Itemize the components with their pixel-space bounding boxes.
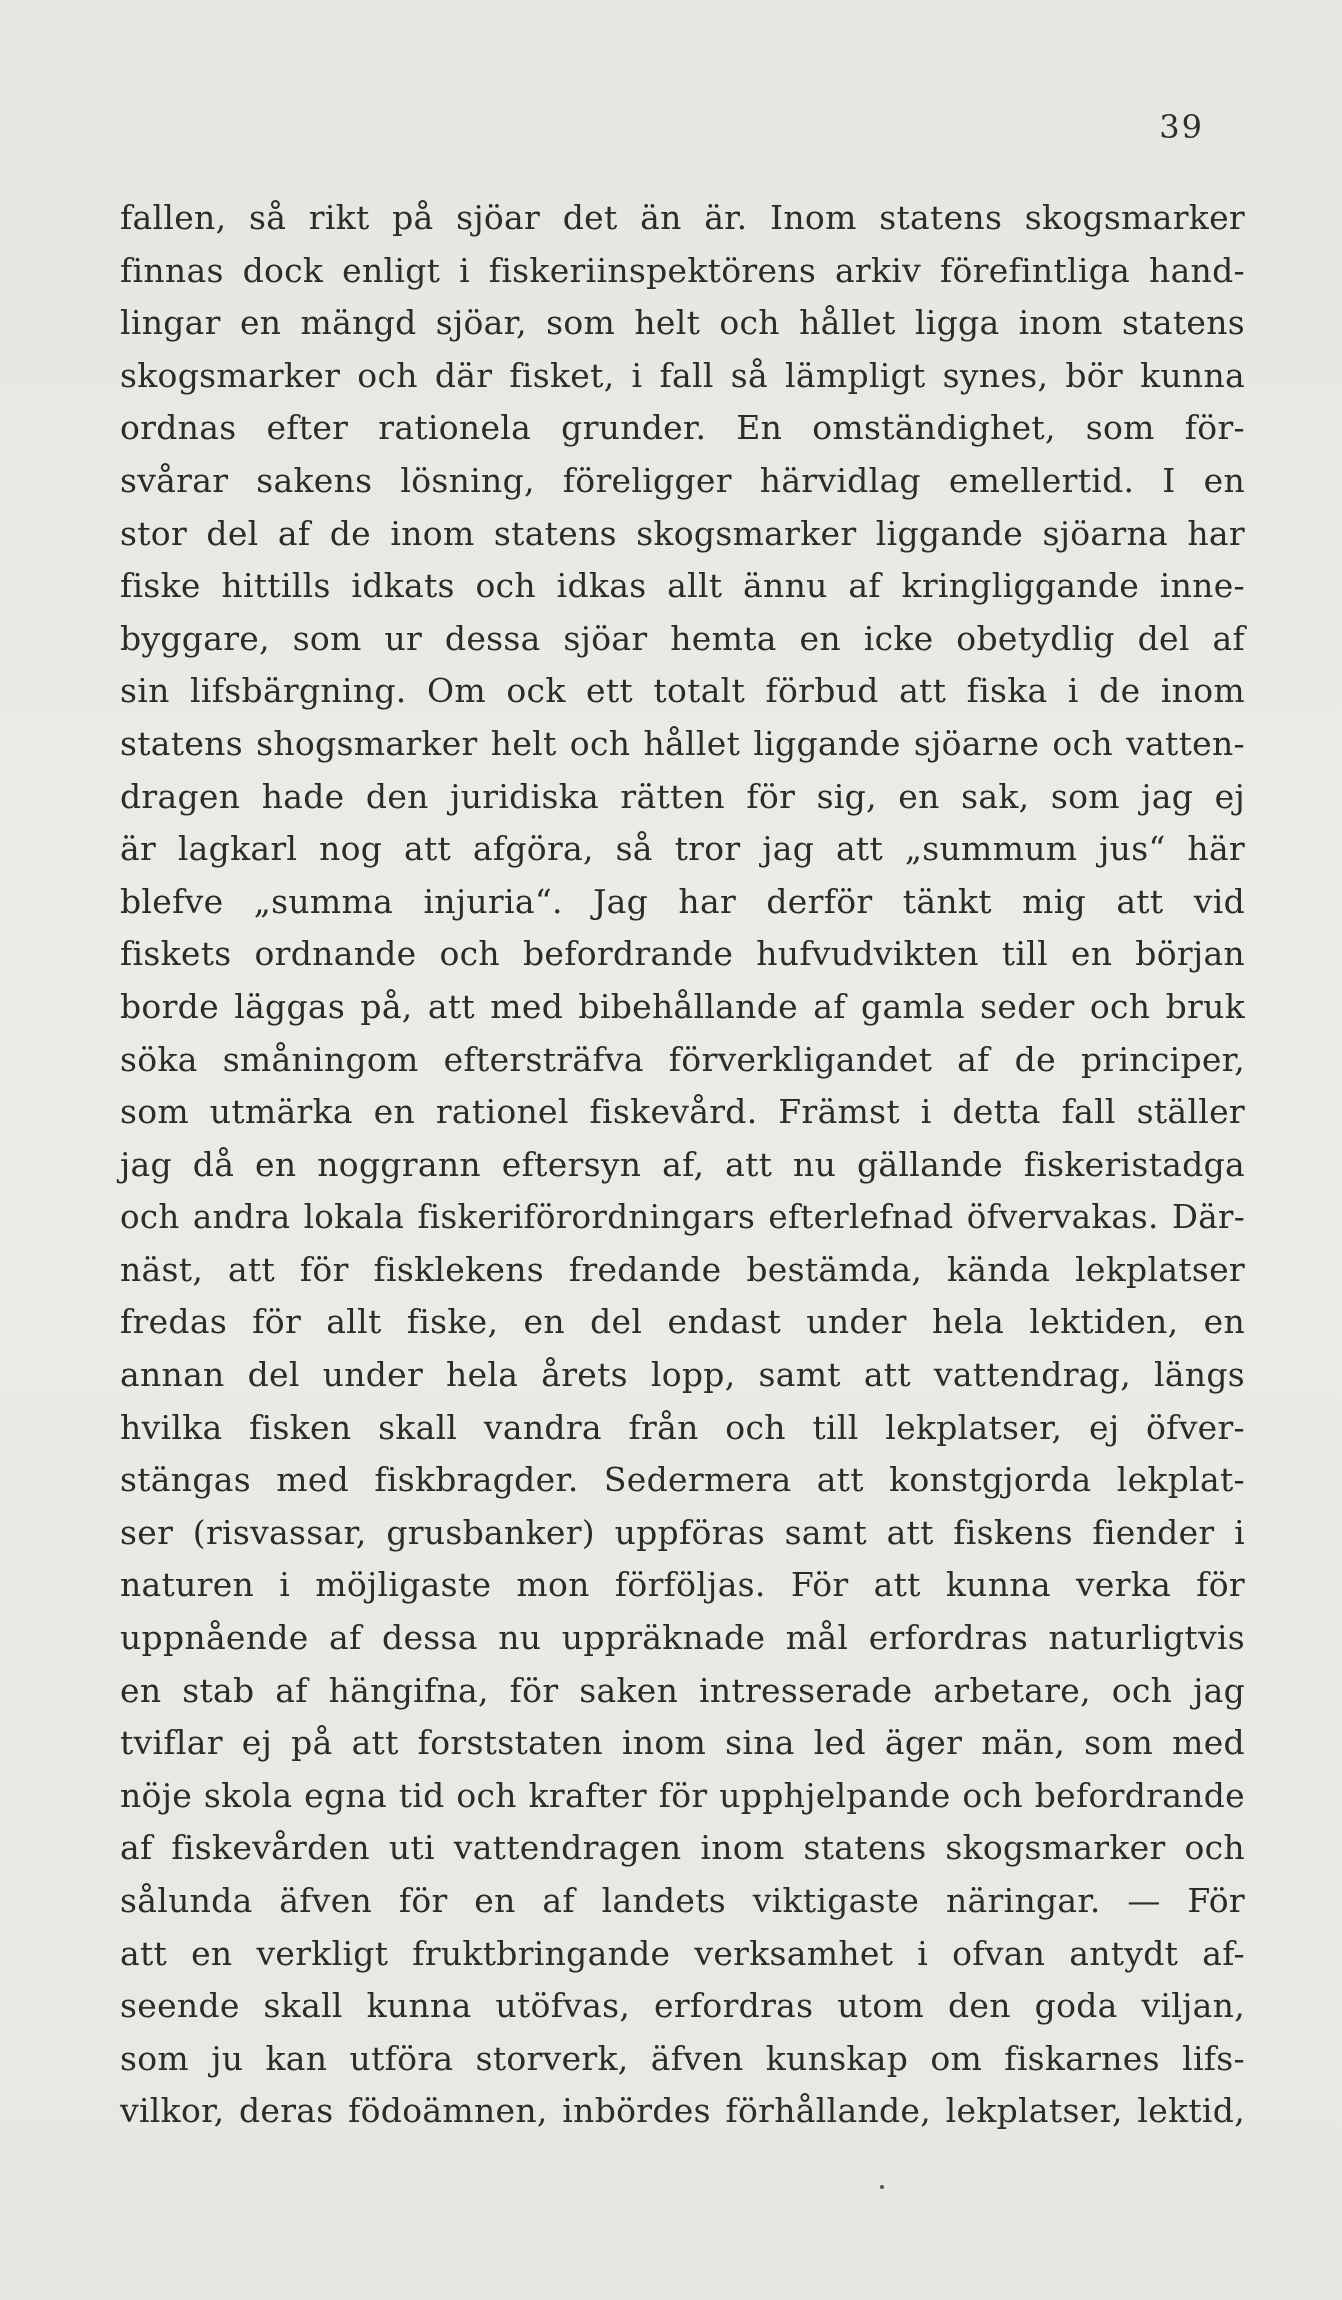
text-line: jag då en noggrann eftersyn af, att nu gällande fiskeristadga (120, 1144, 1245, 1184)
text-line: skogsmarker och där fisket, i fall så lämpligt synes, bör kunna (120, 355, 1245, 395)
text-line: af fiskevården uti vattendragen inom statens skogsmarker och (120, 1828, 1245, 1868)
text-line: byggare, som ur dessa sjöar hemta en icke obetydlig del af (120, 618, 1245, 658)
print-speck (880, 2185, 884, 2189)
text-line: blefve „summa injuria“. Jag har derför tänkt mig att vid (120, 881, 1245, 921)
text-line: fiskets ordnande och befordrande hufvudvikten till en början (120, 934, 1245, 974)
text-line: näst, att för fisklekens fredande bestämda, kända lekplatser (120, 1249, 1245, 1289)
text-line: vilkor, deras födoämnen, inbördes förhållande, lekplatser, lektid, (120, 2091, 1245, 2131)
text-line: ser (risvassar, grusbanker) uppföras samt att fiskens fiender i (120, 1512, 1245, 1552)
text-line: lingar en mängd sjöar, som helt och hållet ligga inom statens (120, 303, 1245, 343)
text-line: naturen i möjligaste mon förföljas. För att kunna verka för (120, 1565, 1245, 1605)
text-line: stor del af de inom statens skogsmarker liggande sjöarna har (120, 513, 1245, 553)
text-line: sin lifsbärgning. Om ock ett totalt förbud att fiska i de inom (120, 671, 1245, 711)
text-line: stängas med fiskbragder. Sedermera att konstgjorda lekplat- (120, 1460, 1245, 1500)
text-line: hvilka fisken skall vandra från och till lekplatser, ej öfver- (120, 1407, 1245, 1447)
text-line: seende skall kunna utöfvas, erfordras utom den goda viljan, (120, 1986, 1245, 2026)
text-line: svårar sakens lösning, föreligger härvidlag emellertid. I en (120, 460, 1245, 500)
text-line: fallen, så rikt på sjöar det än är. Inom statens skogsmarker (120, 198, 1245, 237)
text-line: en stab af hängifna, för saken intresserade arbetare, och jag (120, 1670, 1245, 1710)
text-line: dragen hade den juridiska rätten för sig, en sak, som jag ej (120, 776, 1245, 816)
text-line: söka småningom eftersträfva förverkligandet af de principer, (120, 1039, 1245, 1079)
text-line: borde läggas på, att med bibehållande af gamla seder och bruk (120, 986, 1245, 1026)
text-line: finnas dock enligt i fiskeriinspektörens arkiv förefintliga hand- (120, 250, 1245, 290)
body-text (120, 192, 1245, 2138)
text-line: fiske hittills idkats och idkas allt ännu af kringliggande inne- (120, 566, 1245, 606)
text-line: är lagkarl nog att afgöra, så tror jag att „summum jus“ här (120, 829, 1245, 869)
text-line: som utmärka en rationel fiskevård. Främst i detta fall ställer (120, 1092, 1245, 1132)
text-line: som ju kan utföra storverk, äfven kunskap om fiskarnes lifs- (120, 2038, 1245, 2078)
text-line: annan del under hela årets lopp, samt att vattendrag, längs (120, 1355, 1245, 1395)
text-line: statens shogsmarker helt och hållet liggande sjöarne och vatten- (120, 723, 1245, 763)
text-line: tviflar ej på att forststaten inom sina led äger män, som med (120, 1723, 1245, 1763)
text-line: fredas för allt fiske, en del endast under hela lektiden, en (120, 1302, 1245, 1342)
text-line: och andra lokala fiskeriförordningars efterlefnad öfvervakas. Där- (120, 1198, 1245, 1237)
text-line: sålunda äfven för en af landets viktigaste näringar. — För (120, 1881, 1245, 1920)
text-line: uppnående af dessa nu uppräknade mål erfordras naturligtvis (120, 1618, 1245, 1658)
text-line: ordnas efter rationela grunder. En omständighet, som för- (120, 408, 1245, 448)
text-line: nöje skola egna tid och krafter för upphjelpande och befordrande (120, 1775, 1245, 1815)
text-line: att en verkligt fruktbringande verksamhet i ofvan antydt af- (120, 1933, 1245, 1973)
page-number: 39 (1159, 108, 1204, 146)
